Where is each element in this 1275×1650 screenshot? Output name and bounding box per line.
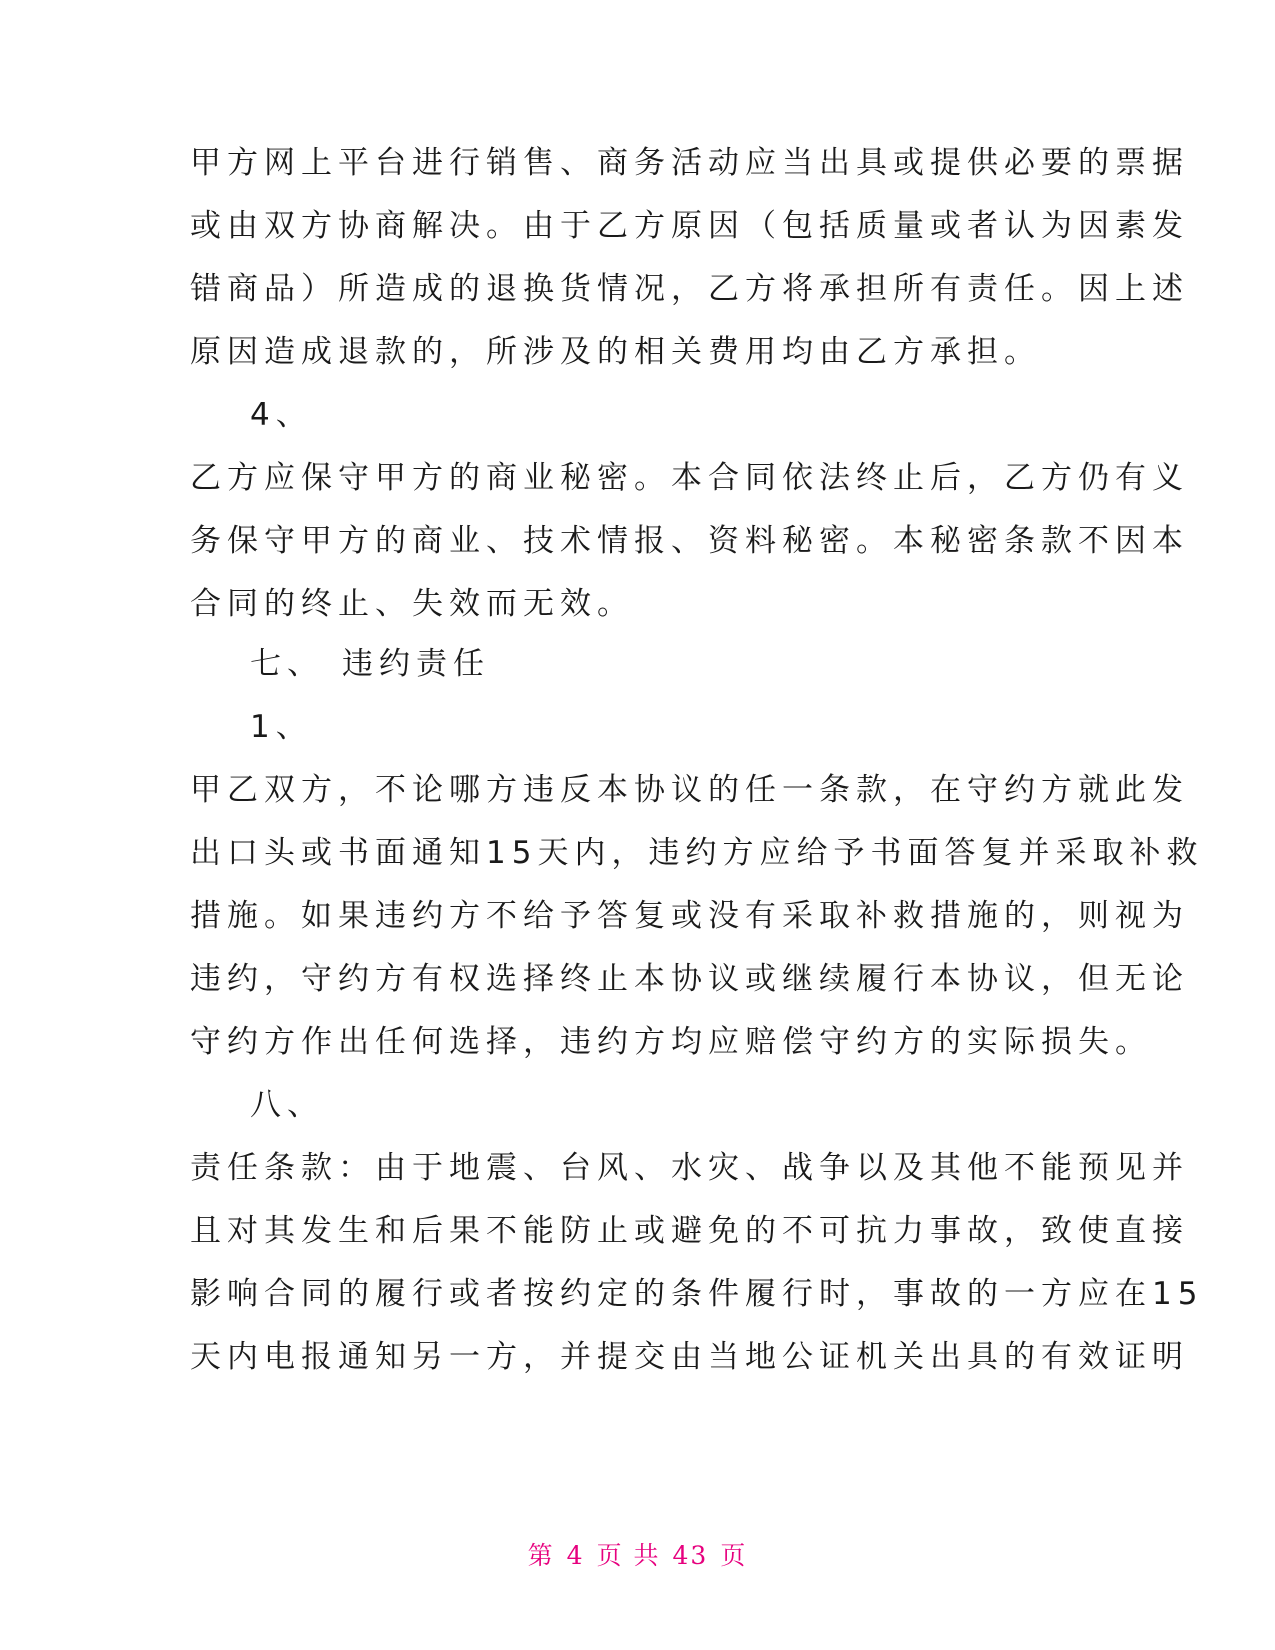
- footer-prefix: 第: [527, 1541, 555, 1570]
- paragraph-a-line: 或由双方协商解决。由于乙方原因（包括质量或者认为因素发: [190, 208, 1189, 244]
- paragraph-d-line: 天内电报通知另一方，并提交由当地公证机关出具的有效证明: [190, 1339, 1189, 1375]
- section-7-title: 违约责任: [342, 646, 490, 682]
- footer-current-page: 4: [566, 1541, 585, 1570]
- paragraph-b-line: 务保守甲方的商业、技术情报、资料秘密。本秘密条款不因本: [190, 523, 1189, 559]
- paragraph-b-line: 乙方应保守甲方的商业秘密。本合同依法终止后，乙方仍有义: [190, 460, 1189, 496]
- paragraph-d-line: 且对其发生和后果不能防止或避免的不可抗力事故，致使直接: [190, 1213, 1189, 1249]
- item-number-1: 1、: [250, 709, 313, 745]
- paragraph-c-line: 出口头或书面通知15天内，违约方应给予书面答复并采取补救: [190, 835, 1204, 871]
- page-footer: [0, 1536, 1275, 1572]
- footer-total-pages: 43: [672, 1541, 709, 1570]
- paragraph-d-line: 影响合同的履行或者按约定的条件履行时，事故的一方应在15: [190, 1276, 1204, 1312]
- paragraph-d-line: 责任条款：由于地震、台风、水灾、战争以及其他不能预见并: [190, 1150, 1189, 1186]
- paragraph-c-line: 违约，守约方有权选择终止本协议或继续履行本协议，但无论: [190, 961, 1189, 997]
- paragraph-a-line: 错商品）所造成的退换货情况，乙方将承担所有责任。因上述: [190, 271, 1189, 307]
- paragraph-a-line: 甲方网上平台进行销售、商务活动应当出具或提供必要的票据: [190, 145, 1189, 181]
- paragraph-c-line: 措施。如果违约方不给予答复或没有采取补救措施的，则视为: [190, 898, 1189, 934]
- paragraph-c-line: 守约方作出任何选择，违约方均应赔偿守约方的实际损失。: [190, 1024, 1152, 1060]
- paragraph-b-line: 合同的终止、失效而无效。: [190, 586, 634, 622]
- paragraph-a-line: 原因造成退款的，所涉及的相关费用均由乙方承担。: [190, 334, 1041, 370]
- paragraph-c-line: 甲乙双方，不论哪方违反本协议的任一条款，在守约方就此发: [190, 772, 1189, 808]
- section-heading-7: [250, 644, 1143, 684]
- section-heading-8: 八、: [250, 1087, 324, 1123]
- item-number-4: 4、: [250, 397, 313, 433]
- footer-middle: 页 共: [596, 1541, 661, 1570]
- section-7-number: 七、: [250, 646, 324, 682]
- footer-suffix: 页: [720, 1541, 748, 1570]
